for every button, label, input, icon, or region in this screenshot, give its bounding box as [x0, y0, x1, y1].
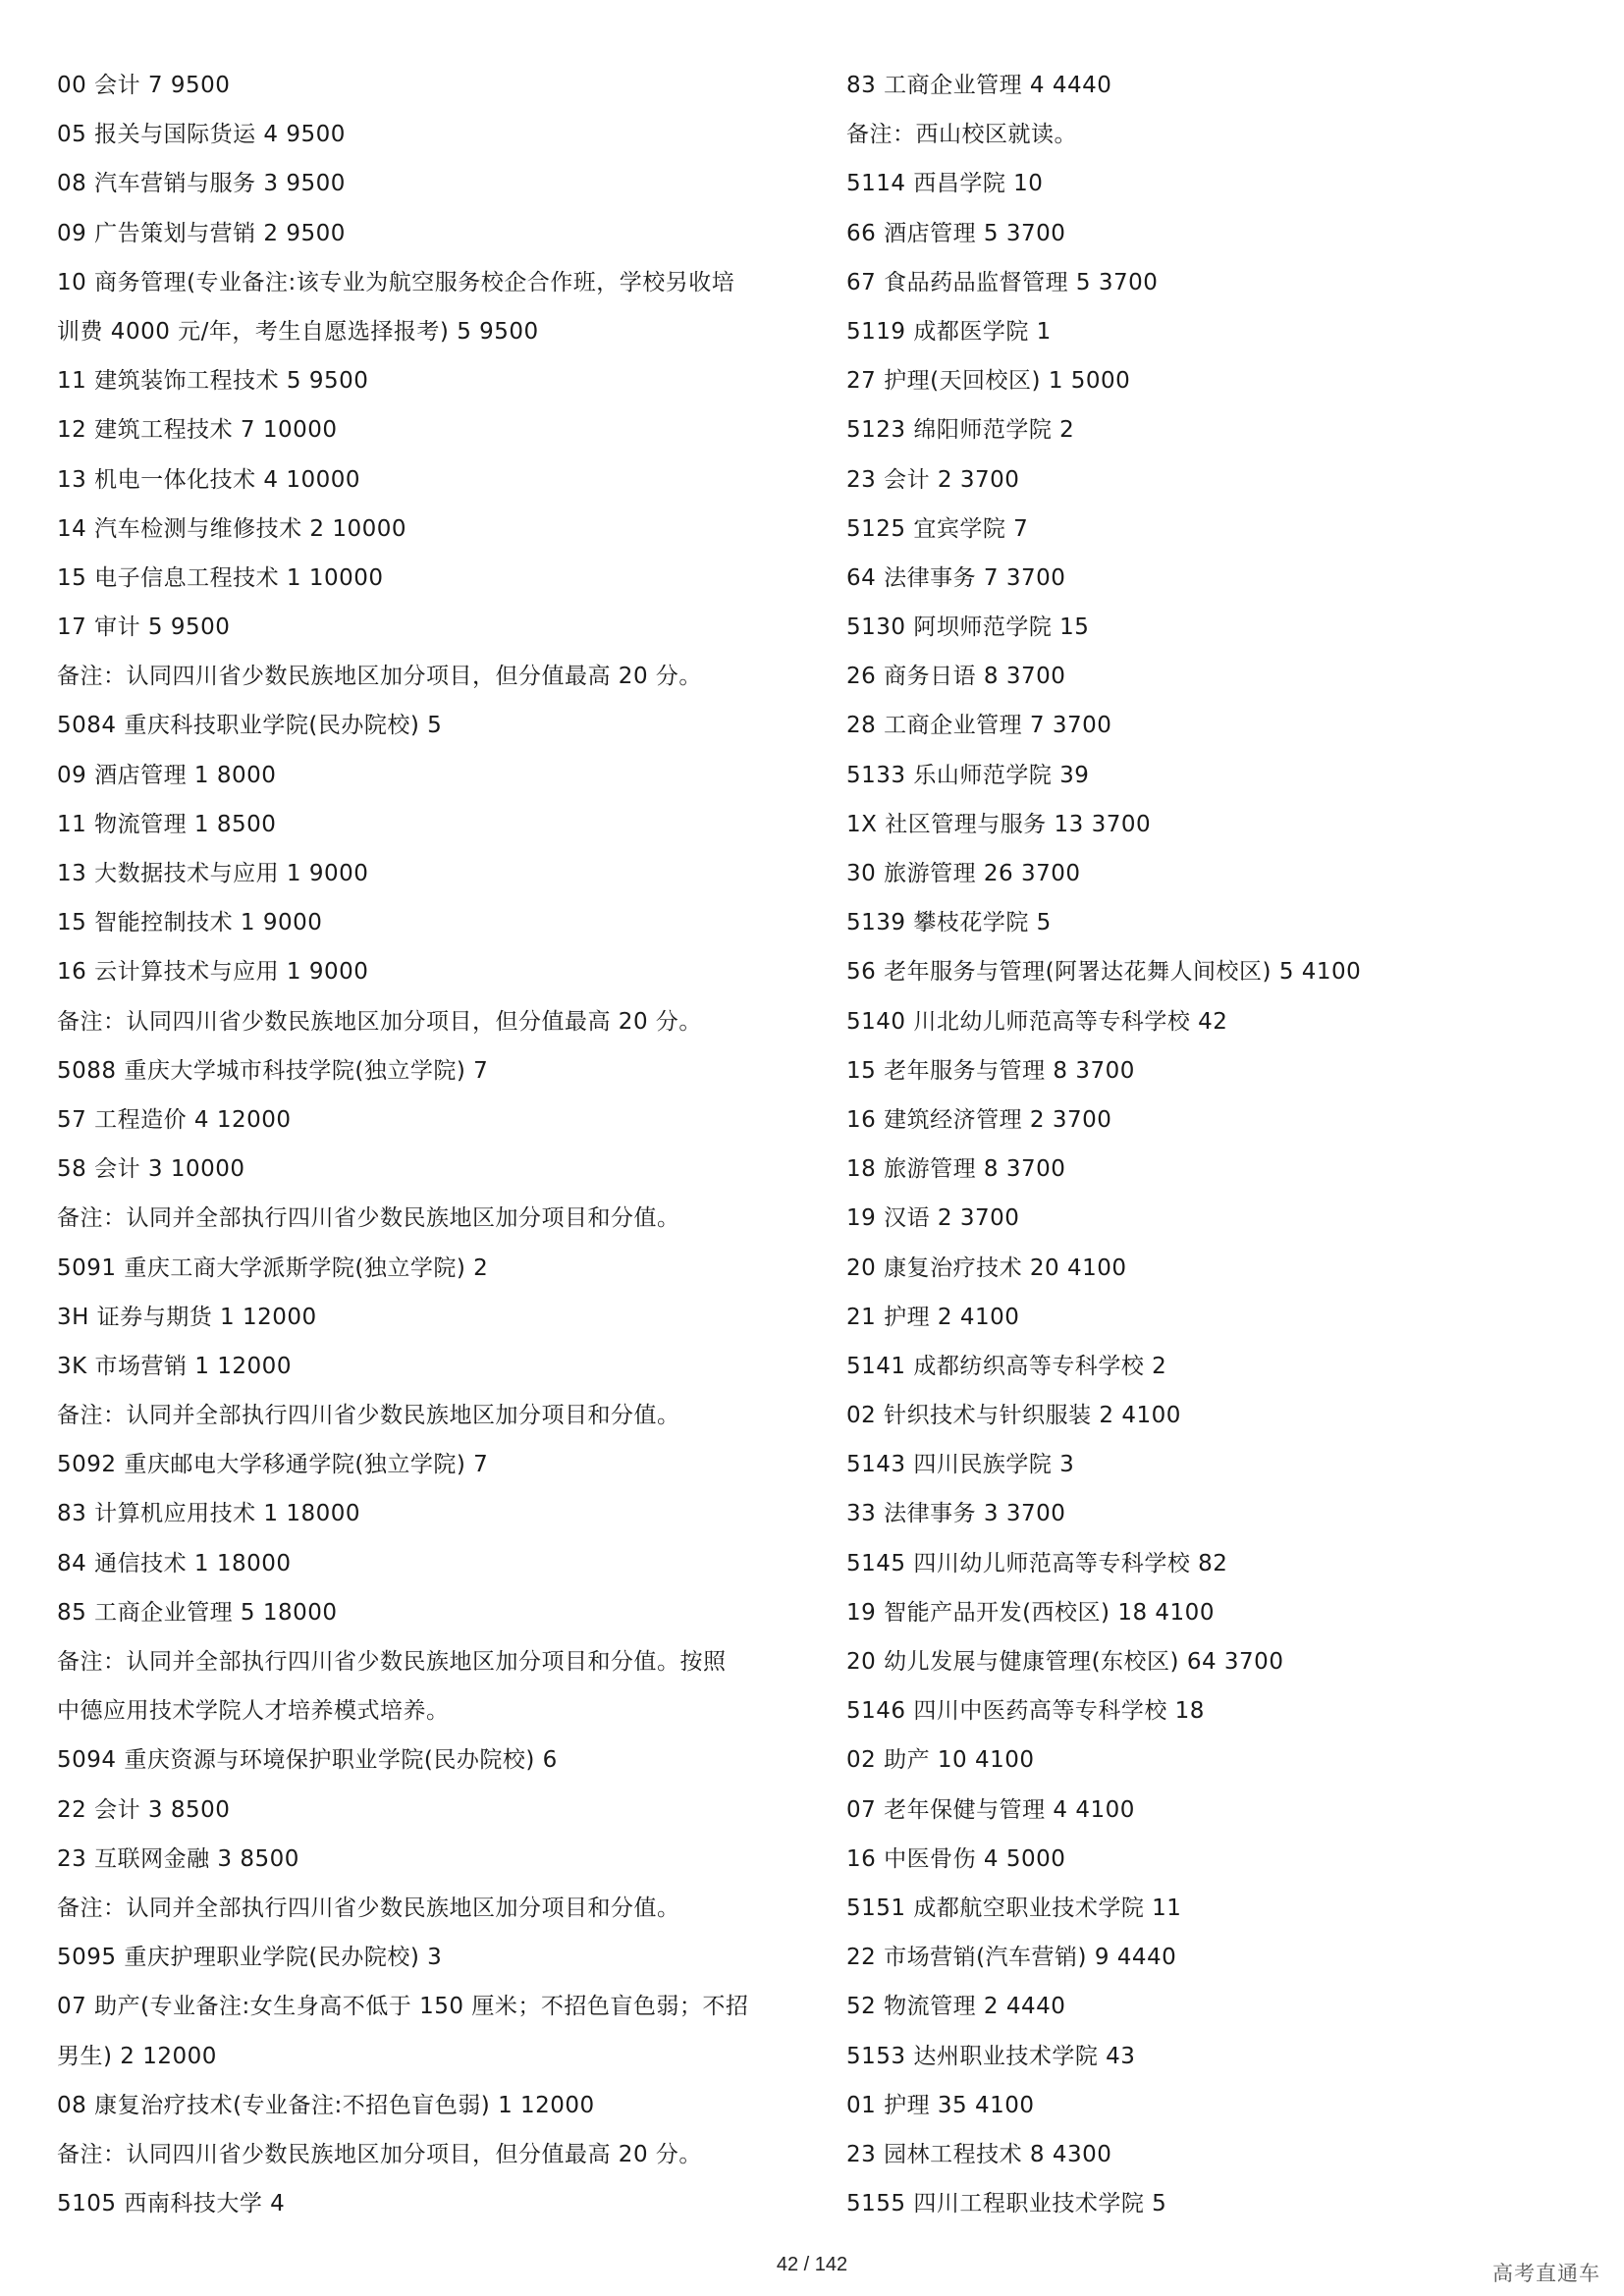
left-column: [57, 61, 813, 2228]
text-line: 30 旅游管理 26 3700: [846, 861, 1081, 886]
text-line: 16 中医骨伤 4 5000: [846, 1845, 1066, 1872]
text-line: 23 园林工程技术 8 4300: [846, 2141, 1112, 2167]
text-line: 5141 成都纺织高等专科学校 2: [846, 1353, 1167, 1379]
text-line: 05 报关与国际货运 4 9500: [57, 122, 346, 148]
text-line: 5119 成都医学院 1: [846, 318, 1052, 345]
text-line: 19 汉语 2 3700: [846, 1205, 1020, 1232]
text-line: 5105 西南科技大学 4: [57, 2191, 286, 2217]
text-line: 5114 西昌学院 10: [846, 171, 1044, 197]
text-line: 15 智能控制技术 1 9000: [57, 910, 323, 936]
text-line: 训费 4000 元/年，考生自愿选择报考) 5 9500: [57, 318, 539, 345]
text-line: 16 云计算技术与应用 1 9000: [57, 959, 369, 986]
right-column: [846, 61, 1593, 2228]
text-line: 21 护理 2 4100: [846, 1304, 1020, 1330]
text-line: 00 会计 7 9500: [57, 73, 231, 98]
text-line: 16 建筑经济管理 2 3700: [846, 1106, 1112, 1133]
text-line: 19 智能产品开发(西校区) 18 4100: [846, 1599, 1215, 1626]
text-line: 5151 成都航空职业技术学院 11: [846, 1895, 1182, 1921]
text-line: 备注：认同四川省少数民族地区加分项目，但分值最高 20 分。: [57, 664, 702, 690]
text-line: 备注：认同并全部执行四川省少数民族地区加分项目和分值。: [57, 1205, 680, 1232]
text-line: 备注：认同并全部执行四川省少数民族地区加分项目和分值。: [57, 1895, 680, 1921]
text-line: 10 商务管理(专业备注:该专业为航空服务校企合作班，学校另收培: [57, 269, 735, 295]
text-line: 中德应用技术学院人才培养模式培养。: [57, 1698, 450, 1725]
text-line: 23 互联网金融 3 8500: [57, 1845, 299, 1872]
text-line: 1X 社区管理与服务 13 3700: [846, 811, 1152, 837]
text-line: 5092 重庆邮电大学移通学院(独立学院) 7: [57, 1452, 489, 1478]
text-line: 58 会计 3 10000: [57, 1156, 245, 1183]
text-line: 5084 重庆科技职业学院(民办院校) 5: [57, 713, 443, 739]
text-line: 5130 阿坝师范学院 15: [846, 614, 1090, 641]
text-line: 07 助产(专业备注:女生身高不低于 150 厘米；不招色盲色弱；不招: [57, 1994, 749, 2020]
text-line: 5091 重庆工商大学派斯学院(独立学院) 2: [57, 1255, 489, 1281]
text-line: 08 康复治疗技术(专业备注:不招色盲色弱) 1 12000: [57, 2092, 595, 2118]
watermark: 高考直通车: [1492, 2262, 1600, 2285]
text-line: 5094 重庆资源与环境保护职业学院(民办院校) 6: [57, 1747, 558, 1774]
text-line: 33 法律事务 3 3700: [846, 1501, 1066, 1527]
text-line: 备注：认同并全部执行四川省少数民族地区加分项目和分值。按照: [57, 1649, 727, 1675]
text-line: 5095 重庆护理职业学院(民办院校) 3: [57, 1945, 443, 1971]
text-line: 27 护理(天回校区) 1 5000: [846, 368, 1131, 395]
text-line: 5133 乐山师范学院 39: [846, 762, 1090, 788]
text-line: 11 物流管理 1 8500: [57, 811, 277, 837]
text-line: 67 食品药品监督管理 5 3700: [846, 269, 1159, 295]
text-line: 3K 市场营销 1 12000: [57, 1353, 292, 1379]
text-line: 20 康复治疗技术 20 4100: [846, 1255, 1127, 1281]
page-number: 42 / 142: [776, 2254, 848, 2275]
text-line: 85 工商企业管理 5 18000: [57, 1599, 338, 1626]
text-line: 备注：认同四川省少数民族地区加分项目，但分值最高 20 分。: [57, 1008, 702, 1035]
text-line: 5146 四川中医药高等专科学校 18: [846, 1698, 1205, 1725]
text-line: 09 酒店管理 1 8000: [57, 762, 277, 788]
text-line: 5088 重庆大学城市科技学院(独立学院) 7: [57, 1057, 489, 1084]
text-line: 20 幼儿发展与健康管理(东校区) 64 3700: [846, 1649, 1284, 1675]
text-line: 56 老年服务与管理(阿署达花舞人间校区) 5 4100: [846, 959, 1362, 986]
text-line: 02 针织技术与针织服装 2 4100: [846, 1403, 1181, 1429]
text-line: 18 旅游管理 8 3700: [846, 1156, 1066, 1183]
text-line: 5125 宜宾学院 7: [846, 515, 1029, 542]
text-line: 11 建筑装饰工程技术 5 9500: [57, 368, 369, 395]
text-line: 22 市场营销(汽车营销) 9 4440: [846, 1945, 1177, 1971]
text-line: 12 建筑工程技术 7 10000: [57, 417, 338, 444]
text-line: 08 汽车营销与服务 3 9500: [57, 171, 346, 197]
text-line: 5140 川北幼儿师范高等专科学校 42: [846, 1008, 1228, 1035]
text-line: 备注：认同并全部执行四川省少数民族地区加分项目和分值。: [57, 1403, 680, 1429]
text-line: 3H 证券与期货 1 12000: [57, 1304, 317, 1330]
text-line: 13 机电一体化技术 4 10000: [57, 466, 360, 493]
text-line: 26 商务日语 8 3700: [846, 664, 1066, 690]
text-line: 66 酒店管理 5 3700: [846, 220, 1066, 246]
text-line: 13 大数据技术与应用 1 9000: [57, 861, 369, 886]
text-line: 备注：西山校区就读。: [846, 122, 1077, 148]
text-line: 5155 四川工程职业技术学院 5: [846, 2191, 1167, 2217]
text-line: 备注：认同四川省少数民族地区加分项目，但分值最高 20 分。: [57, 2141, 702, 2167]
text-line: 52 物流管理 2 4440: [846, 1994, 1066, 2020]
text-line: 83 计算机应用技术 1 18000: [57, 1501, 360, 1527]
text-line: 5139 攀枝花学院 5: [846, 910, 1052, 936]
text-line: 07 老年保健与管理 4 4100: [846, 1796, 1135, 1823]
text-line: 5143 四川民族学院 3: [846, 1452, 1075, 1478]
text-line: 01 护理 35 4100: [846, 2092, 1035, 2118]
text-line: 5123 绵阳师范学院 2: [846, 417, 1075, 444]
text-line: 15 电子信息工程技术 1 10000: [57, 564, 384, 591]
text-line: 83 工商企业管理 4 4440: [846, 73, 1112, 98]
text-line: 15 老年服务与管理 8 3700: [846, 1057, 1135, 1084]
text-line: 5145 四川幼儿师范高等专科学校 82: [846, 1550, 1228, 1576]
text-line: 57 工程造价 4 12000: [57, 1106, 292, 1133]
text-line: 17 审计 5 9500: [57, 614, 231, 641]
text-line: 02 助产 10 4100: [846, 1747, 1035, 1774]
text-line: 28 工商企业管理 7 3700: [846, 713, 1112, 739]
text-line: 84 通信技术 1 18000: [57, 1550, 292, 1576]
text-line: 5153 达州职业技术学院 43: [846, 2043, 1136, 2069]
text-line: 14 汽车检测与维修技术 2 10000: [57, 515, 406, 542]
text-line: 09 广告策划与营销 2 9500: [57, 220, 346, 246]
text-line: 男生) 2 12000: [57, 2043, 217, 2069]
text-line: 23 会计 2 3700: [846, 466, 1020, 493]
text-line: 22 会计 3 8500: [57, 1796, 231, 1823]
text-line: 64 法律事务 7 3700: [846, 564, 1066, 591]
